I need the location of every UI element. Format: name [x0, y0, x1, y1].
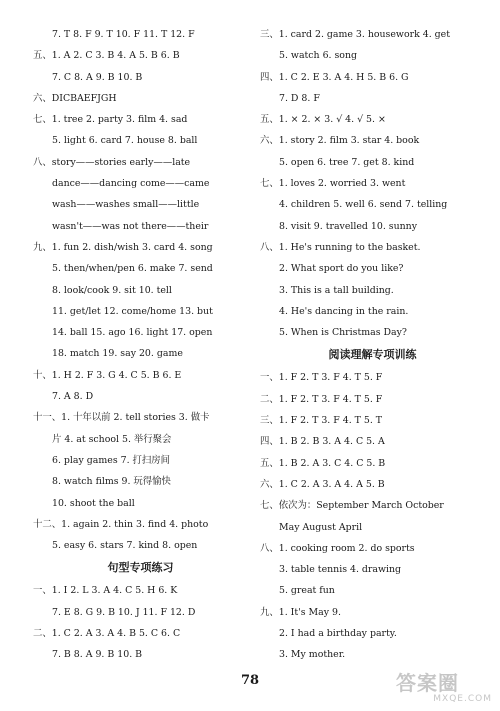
watermark-url: MXQE.COM — [433, 694, 492, 704]
answer-line: 六、1. C 2. A 3. A 4. A 5. B — [260, 478, 385, 490]
answer-line: 3. My mother. — [279, 649, 346, 661]
answer-line: dance——dancing come——came — [52, 178, 210, 190]
answer-line: 五、1. A 2. C 3. B 4. A 5. B 6. B — [33, 50, 180, 62]
answer-line: 5. open 6. tree 7. get 8. kind — [279, 156, 415, 168]
section-heading: 句型专项练习 — [107, 561, 174, 575]
answer-line: 八、1. He's running to the basket. — [260, 241, 421, 253]
answer-line: 一、1. F 2. T 3. F 4. T 5. F — [260, 372, 383, 384]
answer-line: 5. light 6. card 7. house 8. ball — [52, 135, 198, 147]
answer-line: 5. then/when/pen 6. make 7. send — [52, 263, 213, 275]
answer-line: 六、DICBAEFJGH — [33, 92, 117, 104]
answer-line: 4. He's dancing in the rain. — [279, 305, 409, 317]
answer-line: 十二、1. again 2. thin 3. find 4. photo — [33, 518, 209, 530]
answer-line: wash——washes small——little — [52, 199, 200, 211]
answer-line: 八、story——stories early——late — [33, 156, 191, 168]
watermark-logo-text: 答案圈 — [396, 671, 459, 695]
answer-line: 3. table tennis 4. drawing — [279, 564, 402, 576]
answer-line: 11. get/let 12. come/home 13. but — [52, 305, 213, 317]
answer-line: wasn't——was not there——their — [52, 220, 209, 232]
answer-line: 七、1. loves 2. worried 3. went — [260, 178, 406, 190]
answer-line: 七、依次为：September March October — [260, 500, 444, 512]
answer-line: 7. B 8. A 9. B 10. B — [52, 649, 143, 661]
page-number: 78 — [240, 673, 260, 688]
answer-line: 8. visit 9. travelled 10. sunny — [279, 220, 418, 232]
answer-line: 五、1. × 2. × 3. √ 4. √ 5. × — [260, 114, 386, 126]
answer-line: 5. When is Christmas Day? — [279, 327, 407, 339]
answer-line: 5. easy 6. stars 7. kind 8. open — [52, 540, 198, 552]
answer-line: 片 4. at school 5. 举行聚会 — [52, 433, 172, 445]
section-heading: 阅读理解专项训练 — [328, 348, 417, 362]
answer-line: 九、1. It's May 9. — [260, 606, 341, 618]
answer-line: 4. children 5. well 6. send 7. telling — [279, 199, 448, 211]
answer-line: 四、1. C 2. E 3. A 4. H 5. B 6. G — [260, 71, 409, 83]
answer-line: 五、1. B 2. A 3. C 4. C 5. B — [260, 457, 386, 469]
answer-line: 3. This is a tall building. — [279, 284, 394, 296]
answer-line: 十一、1. 十年以前 2. tell stories 3. 做卡 — [33, 412, 210, 424]
answer-line: 十、1. H 2. F 3. G 4. C 5. B 6. E — [33, 369, 182, 381]
answer-line: 7. C 8. A 9. B 10. B — [52, 71, 143, 83]
answer-line: 四、1. B 2. B 3. A 4. C 5. A — [260, 436, 385, 448]
answer-line: 六、1. story 2. film 3. star 4. book — [260, 135, 420, 147]
answer-line: 7. E 8. G 9. B 10. J 11. F 12. D — [52, 606, 196, 618]
answer-line: 七、1. tree 2. party 3. film 4. sad — [33, 114, 188, 126]
watermark-logo — [396, 673, 492, 707]
answer-line: 14. ball 15. ago 16. light 17. open — [52, 327, 213, 339]
answer-line: 10. shoot the ball — [52, 497, 135, 509]
answer-line: 八、1. cooking room 2. do sports — [260, 542, 415, 554]
answer-line: May August April — [279, 521, 363, 533]
answer-line: 7. T 8. F 9. T 10. F 11. T 12. F — [52, 29, 195, 40]
answer-line: 5. watch 6. song — [279, 50, 357, 62]
answer-line: 7. D 8. F — [279, 92, 320, 104]
answer-line: 九、1. fun 2. dish/wish 3. card 4. song — [33, 241, 213, 253]
answer-line: 2. What sport do you like? — [279, 263, 404, 275]
answer-line: 一、1. I 2. L 3. A 4. C 5. H 6. K — [33, 585, 178, 597]
answer-line: 二、1. F 2. T 3. F 4. T 5. F — [260, 393, 383, 405]
answer-line: 三、1. card 2. game 3. housework 4. get — [260, 29, 450, 40]
answer-line: 18. match 19. say 20. game — [52, 348, 183, 360]
left-column — [33, 24, 248, 666]
answer-line: 二、1. C 2. A 3. A 4. B 5. C 6. C — [33, 628, 181, 640]
answer-line: 5. great fun — [279, 585, 335, 597]
answer-line: 8. watch films 9. 玩得愉快 — [52, 476, 171, 488]
right-column — [260, 24, 485, 666]
answer-line: 2. I had a birthday party. — [279, 628, 397, 640]
answer-line: 7. A 8. D — [52, 391, 94, 403]
answer-line: 三、1. F 2. T 3. F 4. T 5. T — [260, 415, 383, 427]
answer-line: 8. look/cook 9. sit 10. tell — [52, 284, 172, 296]
answer-line: 6. play games 7. 打扫房间 — [52, 454, 171, 466]
